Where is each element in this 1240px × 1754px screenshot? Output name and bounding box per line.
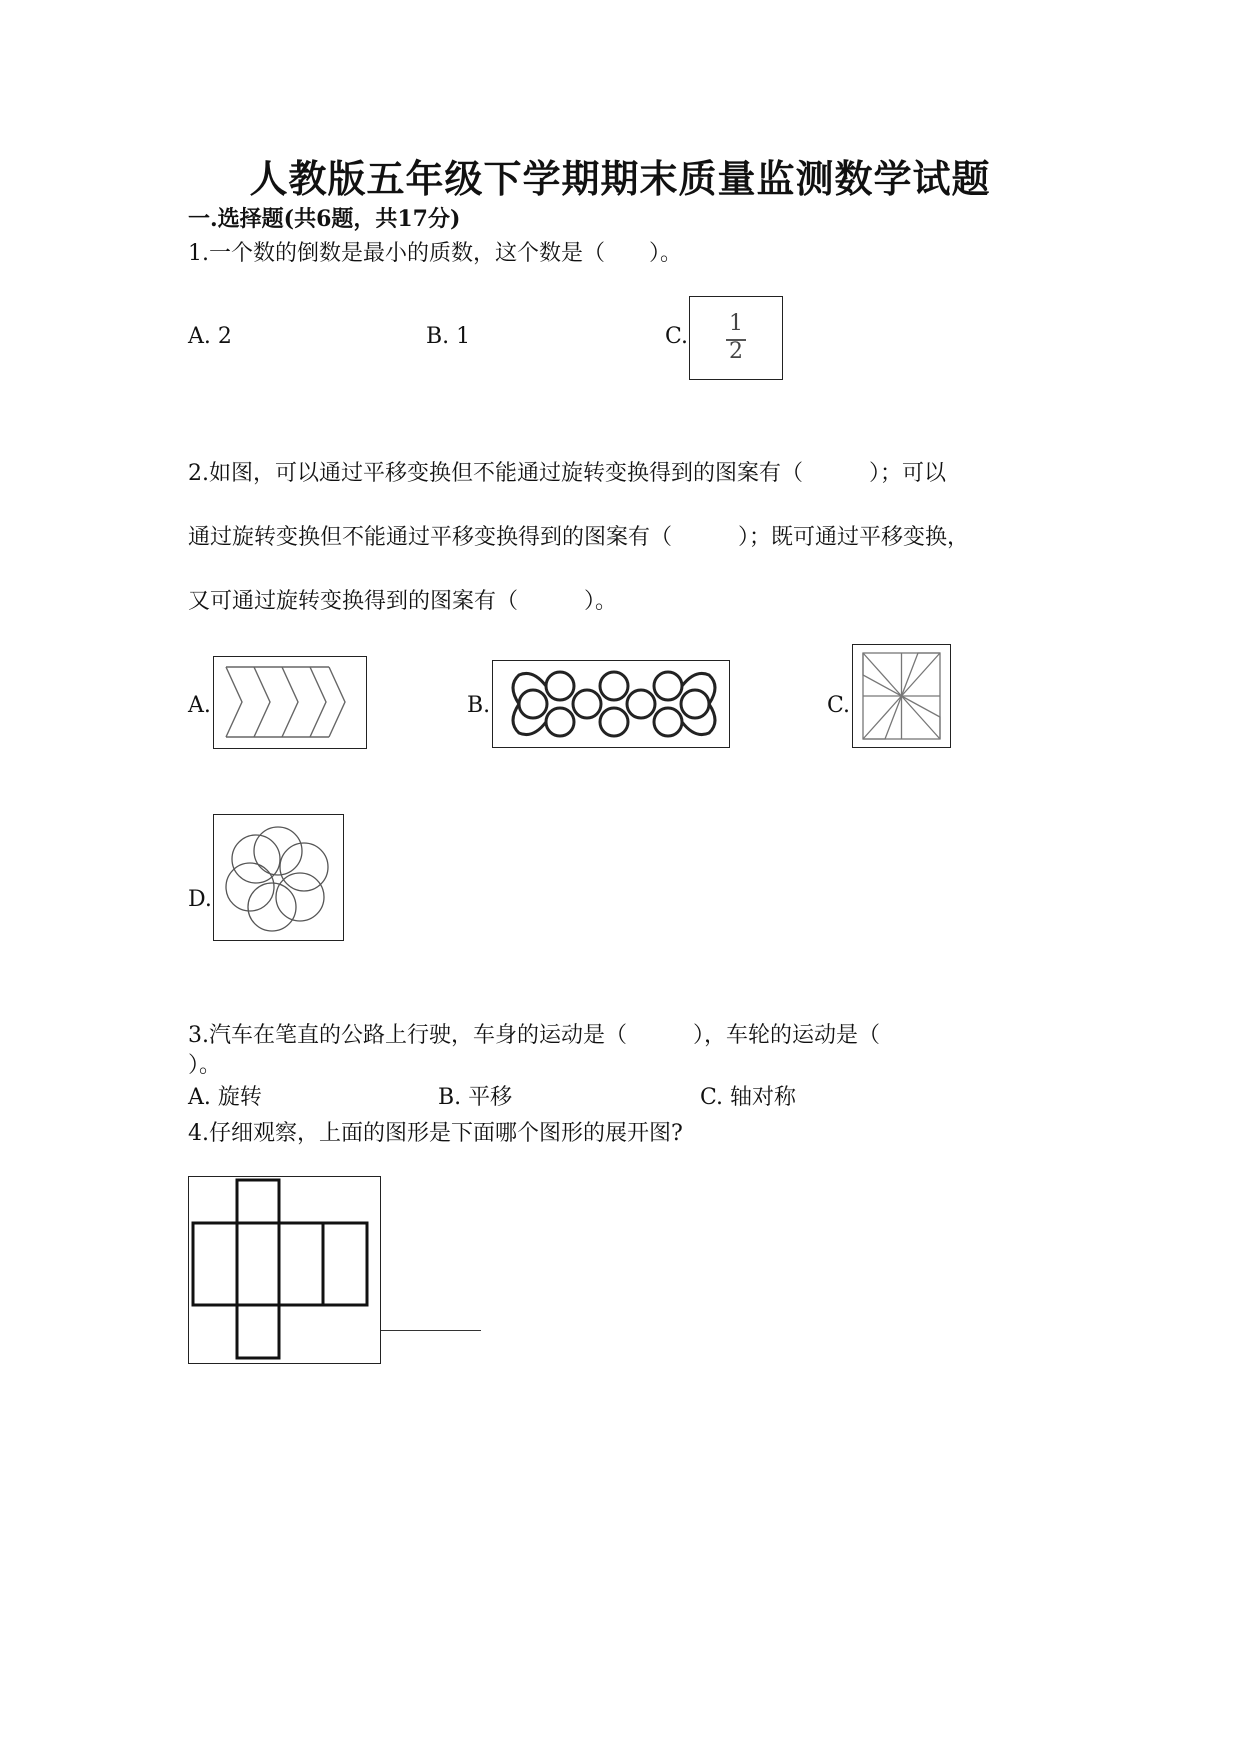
page-title: 人教版五年级下学期期末质量监测数学试题 [249,156,991,201]
question-1-text: 1.一个数的倒数是最小的质数，这个数是（ ）。 [188,241,682,266]
cube-net-icon [188,1176,381,1364]
question-3-line-2: ）。 [188,1053,222,1078]
question-4-text: 4.仔细观察，上面的图形是下面哪个图形的展开图? [188,1121,683,1146]
q1-option-c: C. [665,324,689,349]
question-2-line-2: 通过旋转变换但不能通过平移变换得到的图案有（ ）；既可通过平移变换， [188,525,970,550]
q3-option-c: C. 轴对称 [700,1085,797,1110]
chevron-arrows-icon [213,656,367,749]
question-3-line-1: 3.汽车在笔直的公路上行驶，车身的运动是（ ），车轮的运动是（ [188,1023,880,1048]
q1-option-b: B. 1 [426,324,471,349]
answer-line [381,1330,481,1331]
q2-option-a: A. [188,693,211,718]
fraction-box [689,296,783,380]
q3-option-a: A. 旋转 [188,1085,262,1110]
q1-option-a: A. 2 [188,324,232,349]
pinwheel-triangles-icon [852,644,951,748]
question-2-line-1: 2.如图，可以通过平移变换但不能通过旋转变换得到的图案有（ ）；可以 [188,461,946,486]
fraction-numerator: 1 [729,311,743,336]
q2-option-c: C. [827,693,851,718]
section-heading: 一.选择题(共6题，共17分) [188,206,461,232]
spiral-circles-icon [213,814,344,941]
q2-option-b: B. [467,693,491,718]
q2-option-d: D. [188,887,212,912]
interlocking-circles-icon [492,660,730,748]
fraction-denominator: 2 [729,339,743,364]
q3-option-b: B. 平移 [438,1085,513,1110]
question-2-line-3: 又可通过旋转变换得到的图案有（ ）。 [188,589,618,614]
